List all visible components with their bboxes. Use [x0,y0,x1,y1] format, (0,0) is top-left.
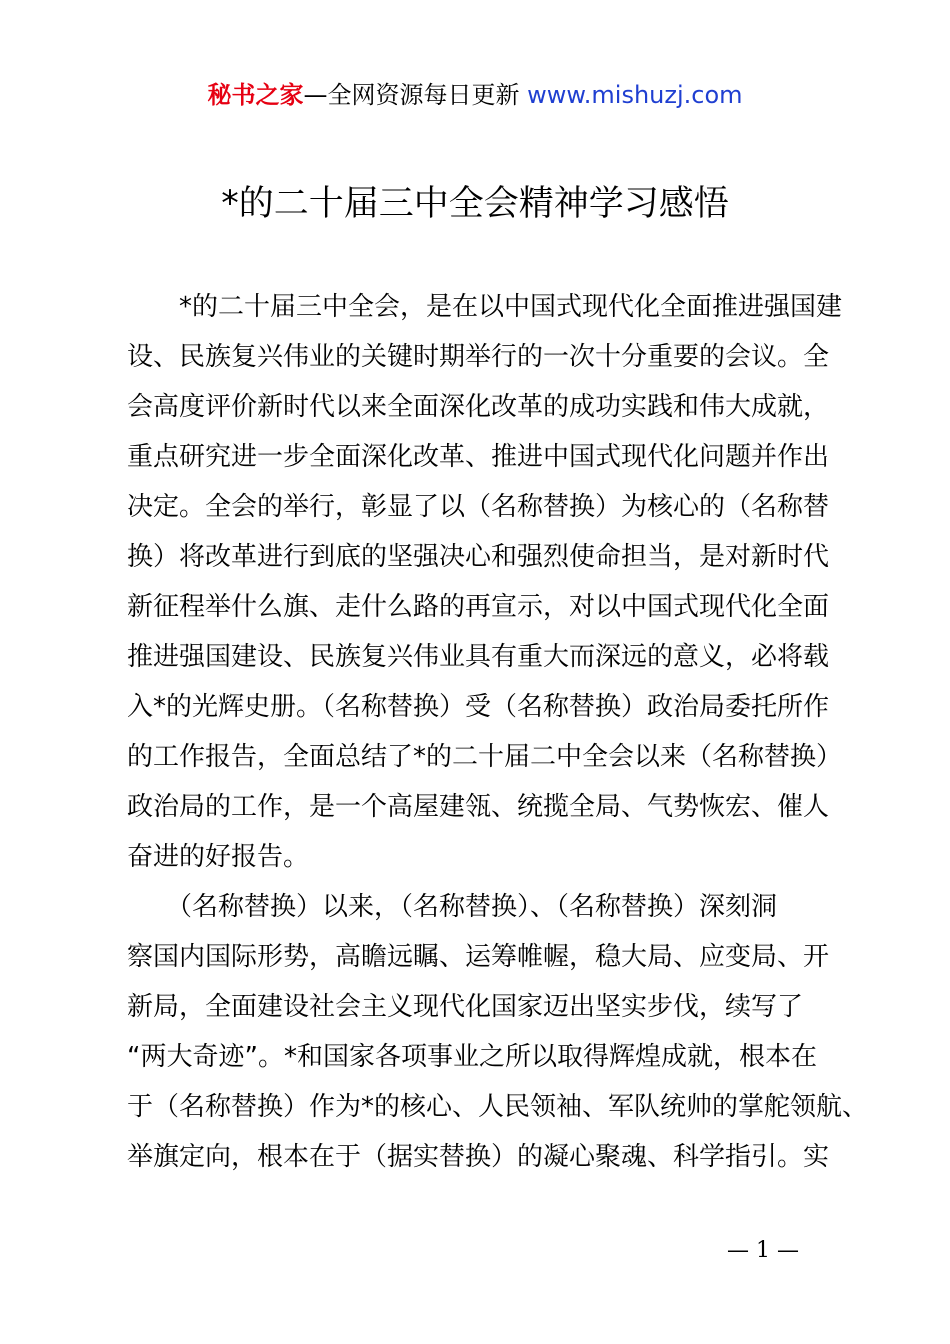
body-line: 察国内国际形势，高瞻远瞩、运筹帷幄，稳大局、应变局、开 [127,942,830,972]
brand-name: 秘书之家 [207,81,304,109]
body-line: 入*的光辉史册。（名称替换）受（名称替换）政治局委托所作 [127,692,830,722]
document-body [127,282,869,1182]
site-header [0,78,950,112]
body-line: 举旗定向，根本在于（据实替换）的凝心聚魂、科学指引。实 [127,1142,830,1172]
body-line: 推进强国建设、民族复兴伟业具有重大而深远的意义，必将载 [127,642,830,672]
body-line: 于（名称替换）作为*的核心、人民领袖、军队统帅的掌舵领航、 [127,1092,869,1122]
header-tagline: —全网资源每日更新 [303,81,520,109]
document-title: *的二十届三中全会精神学习感悟 [221,184,729,224]
body-line: （名称替换）以来，（名称替换）、（名称替换）深刻洞 [127,892,778,922]
body-line: 换）将改革进行到底的坚强决心和强烈使命担当，是对新时代 [127,542,830,572]
page-number: — 1 — [727,1238,799,1263]
body-line: 会高度评价新时代以来全面深化改革的成功实践和伟大成就， [127,392,830,422]
body-line: 设、民族复兴伟业的关键时期举行的一次十分重要的会议。全 [127,342,830,372]
body-line: 奋进的好报告。 [127,842,310,872]
body-line: 重点研究进一步全面深化改革、推进中国式现代化问题并作出 [127,442,830,472]
site-url-link[interactable]: www.mishuzj.com [527,81,743,109]
body-line: 新局，全面建设社会主义现代化国家迈出坚实步伐，续写了 [127,992,804,1022]
body-line: 政治局的工作，是一个高屋建瓴、统揽全局、气势恢宏、催人 [127,792,830,822]
body-line: 的工作报告，全面总结了*的二十届二中全会以来（名称替换） [127,742,843,772]
body-line: *的二十届三中全会，是在以中国式现代化全面推进强国建 [127,292,843,322]
body-line: 决定。全会的举行，彰显了以（名称替换）为核心的（名称替 [127,492,830,522]
body-line: “两大奇迹”。*和国家各项事业之所以取得辉煌成就，根本在 [127,1042,817,1072]
body-line: 新征程举什么旗、走什么路的再宣示，对以中国式现代化全面 [127,592,830,622]
